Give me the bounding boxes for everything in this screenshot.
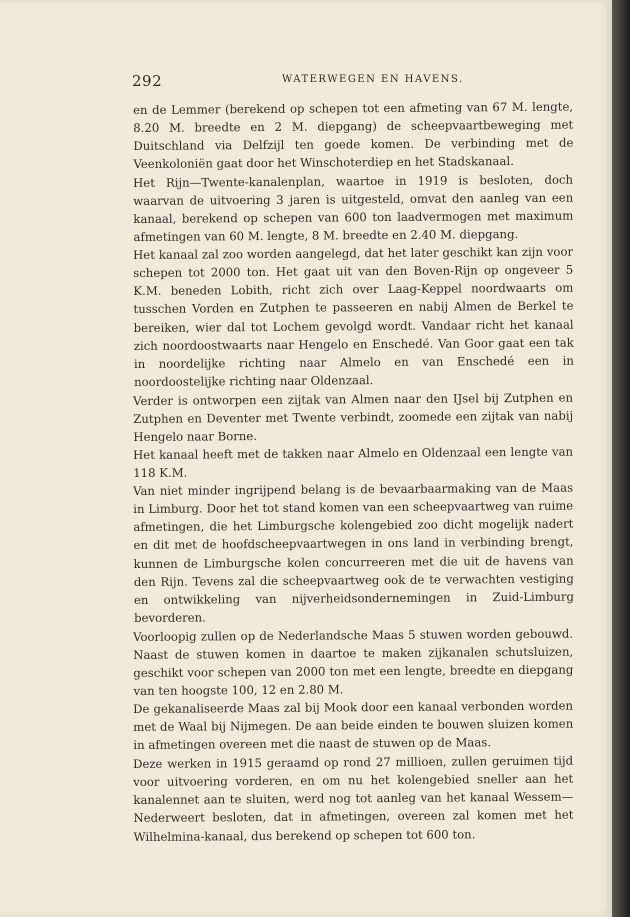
- page-number: 292: [132, 72, 163, 90]
- paragraph: Van niet minder ingrijpend belang is de bevaarbaarmaking van de Maas in Limburg. Door het tot stand komen van een scheepvaartweg van ruime afmetingen, die het Limburgsche kolengebied zoo dicht mogelijk nadert en dit met de hoofdscheepvaartwegen in ons land in verbinding brengt, kunnen de Limburgsche kolen concurreeren met die uit de havens van den Rijn. Tevens zal die scheepvaartweg ook de te verwachten vestiging en ontwikkeling van nijverheidsondernemingen in Zuid-Limburg bevorderen.: [133, 480, 574, 626]
- paragraph: en de Lemmer (berekend op schepen tot een afmeting van 67 M. lengte, 8.20 M. breedte en 2 M. diepgang) de scheepvaartbeweging met Duitschland via Delfzijl ten goede komen. De verbinding met de Veenkoloniën gaat door het Winschoterdiep en het Stadskanaal.: [133, 99, 574, 172]
- book-spine-edge: [612, 0, 630, 917]
- paragraph: Deze werken in 1915 geraamd op rond 27 millioen, zullen geruimen tijd voor uitvoering vorderen, en om nu het kolengebied sneller aan het kanalennet aan te sluiten, werd nog tot aanleg van het kanaal Wessem—Nederweert besloten, dat in afmetingen, overeen zal komen met het Wilhelmina-kanaal, dus berekend op schepen tot 600 ton.: [133, 753, 574, 844]
- body-text: [133, 101, 573, 845]
- page-header: [132, 72, 572, 92]
- paragraph: De gekanaliseerde Maas zal bij Mook door een kanaal verbonden worden met de Waal bij Nijmegen. De aan beide einden te bouwen sluizen komen in afmetingen overeen met die naast de stuwen op de Maas.: [133, 698, 574, 753]
- paragraph: Verder is ontworpen een zijtak van Almen naar den IJsel bij Zutphen en Zutphen en Deventer met Twente verbindt, zoomede een zijtak van nabij Hengelo naar Borne.: [133, 390, 574, 444]
- paragraph: Het kanaal zal zoo worden aangelegd, dat het later geschikt kan zijn voor schepen tot 2000 ton. Het gaat uit van den Boven-Rijn op ongeveer 5 K.M. beneden Lobith, richt zich over Laag-Keppel noordwaarts om tusschen Vorden en Zutphen te passeeren en nabij Almen de Berkel te bereiken, wier dal tot Lochem gevolgd wordt. Vandaar richt het kanaal zich noordoostwaarts naar Hengelo en Enschedé. Van Goor gaat een tak in noordelijke richting naar Almelo en van Enschedé een in noordoostelijke richting naar Oldenzaal.: [133, 244, 574, 390]
- paragraph: Het Rijn—Twente-kanalenplan, waartoe in 1919 is besloten, doch waarvan de uitvoering 3 jaren is uitgesteld, omvat den aanleg van een kanaal, berekend op schepen van 600 ton laadvermogen met maximum afmetingen van 60 M. lengte, 8 M. breedte en 2.40 M. diepgang.: [133, 172, 574, 245]
- paragraph: Het kanaal heeft met de takken naar Almelo en Oldenzaal een lengte van 118 K.M.: [133, 444, 574, 481]
- paragraph: Voorloopig zullen op de Nederlandsche Maas 5 stuwen worden gebouwd. Naast de stuwen komen in daartoe te maken zijkanalen schutsluizen, geschikt voor schepen van 2000 ton met een lengte, breedte en diepgang van ten hoogste 100, 12 en 2.80 M.: [133, 626, 574, 698]
- running-title: WATERWEGEN EN HAVENS.: [282, 74, 464, 85]
